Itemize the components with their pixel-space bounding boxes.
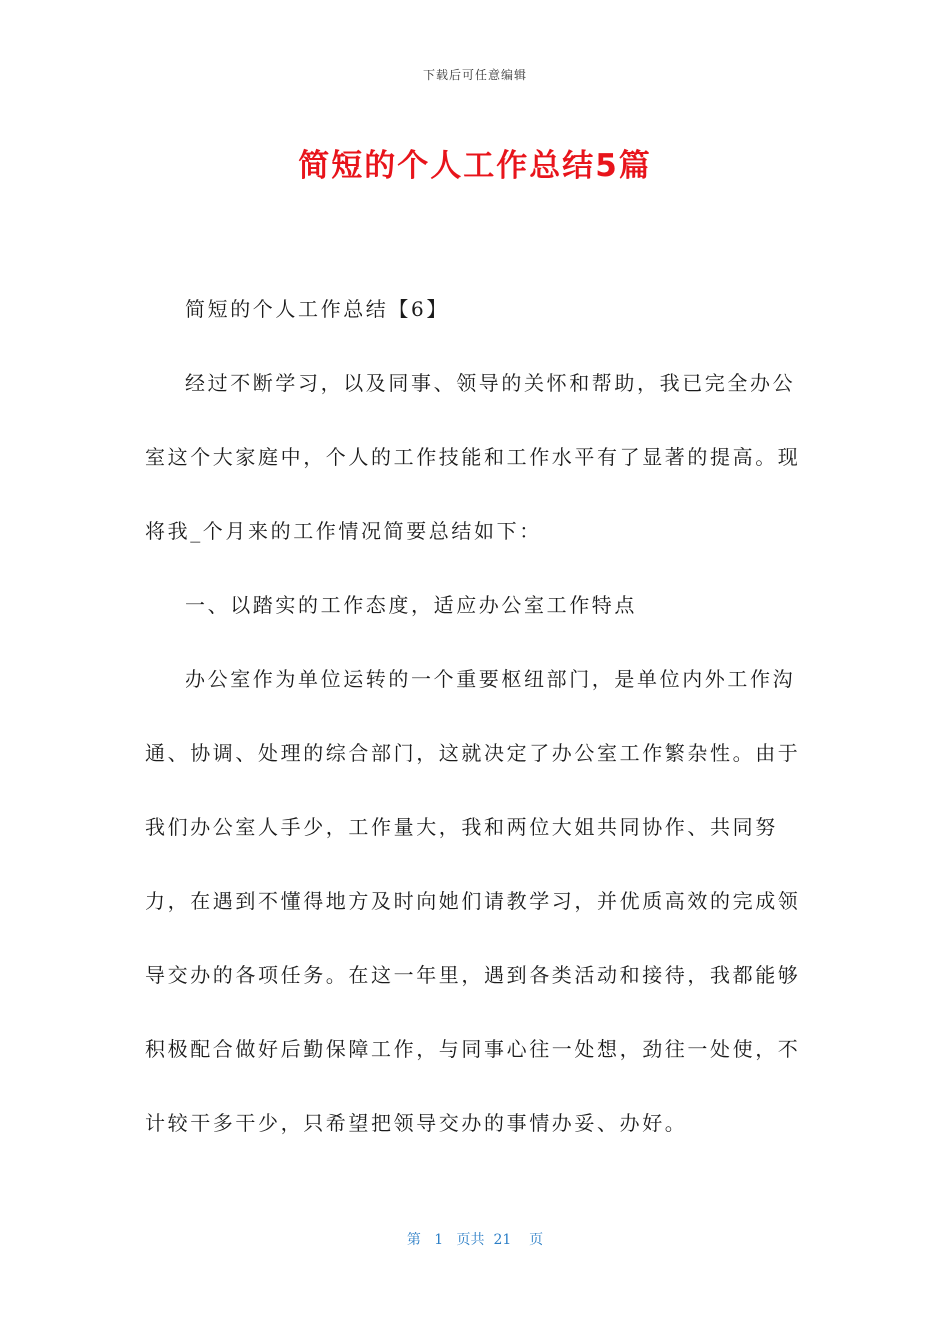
page-footer — [0, 1229, 950, 1249]
footer-page-prefix: 第 — [406, 1232, 421, 1248]
footer-current-page: 1 — [434, 1232, 444, 1248]
section-heading: 简短的个人工作总结【6】 — [185, 297, 449, 321]
paragraph: 办公室作为单位运转的一个重要枢纽部门，是单位内外工作沟通、协调、处理的综合部门，这就决定了办公室工作繁杂性。由于我们办公室人手少，工作量大，我和两位大姐共同协作、共同努力，在遇到不懂得地方及时向她们请教学习，并优质高效的完成领导交办的各项任务。在这一年里，遇到各类活动和接待，我都能够积极配合做好后勤保障工作，与同事心往一处想，劲往一处使，不计较干多干少，只希望把领导交办的事情办妥、办好。 — [145, 667, 801, 1135]
header-note: 下载后可任意编辑 — [422, 68, 527, 82]
subsection-heading: 一、以踏实的工作态度，适应办公室工作特点 — [185, 593, 637, 617]
document-body — [145, 272, 807, 1160]
footer-page-suffix: 页 — [529, 1232, 544, 1248]
footer-page-middle: 页共 — [456, 1232, 485, 1248]
paragraph: 经过不断学习，以及同事、领导的关怀和帮助，我已完全办公室这个大家庭中，个人的工作技能和工作水平有了显著的提高。现将我_个月来的工作情况简要总结如下： — [145, 371, 801, 543]
document-title: 简短的个人工作总结5篇 — [298, 148, 652, 184]
footer-total-pages: 21 — [493, 1232, 512, 1248]
